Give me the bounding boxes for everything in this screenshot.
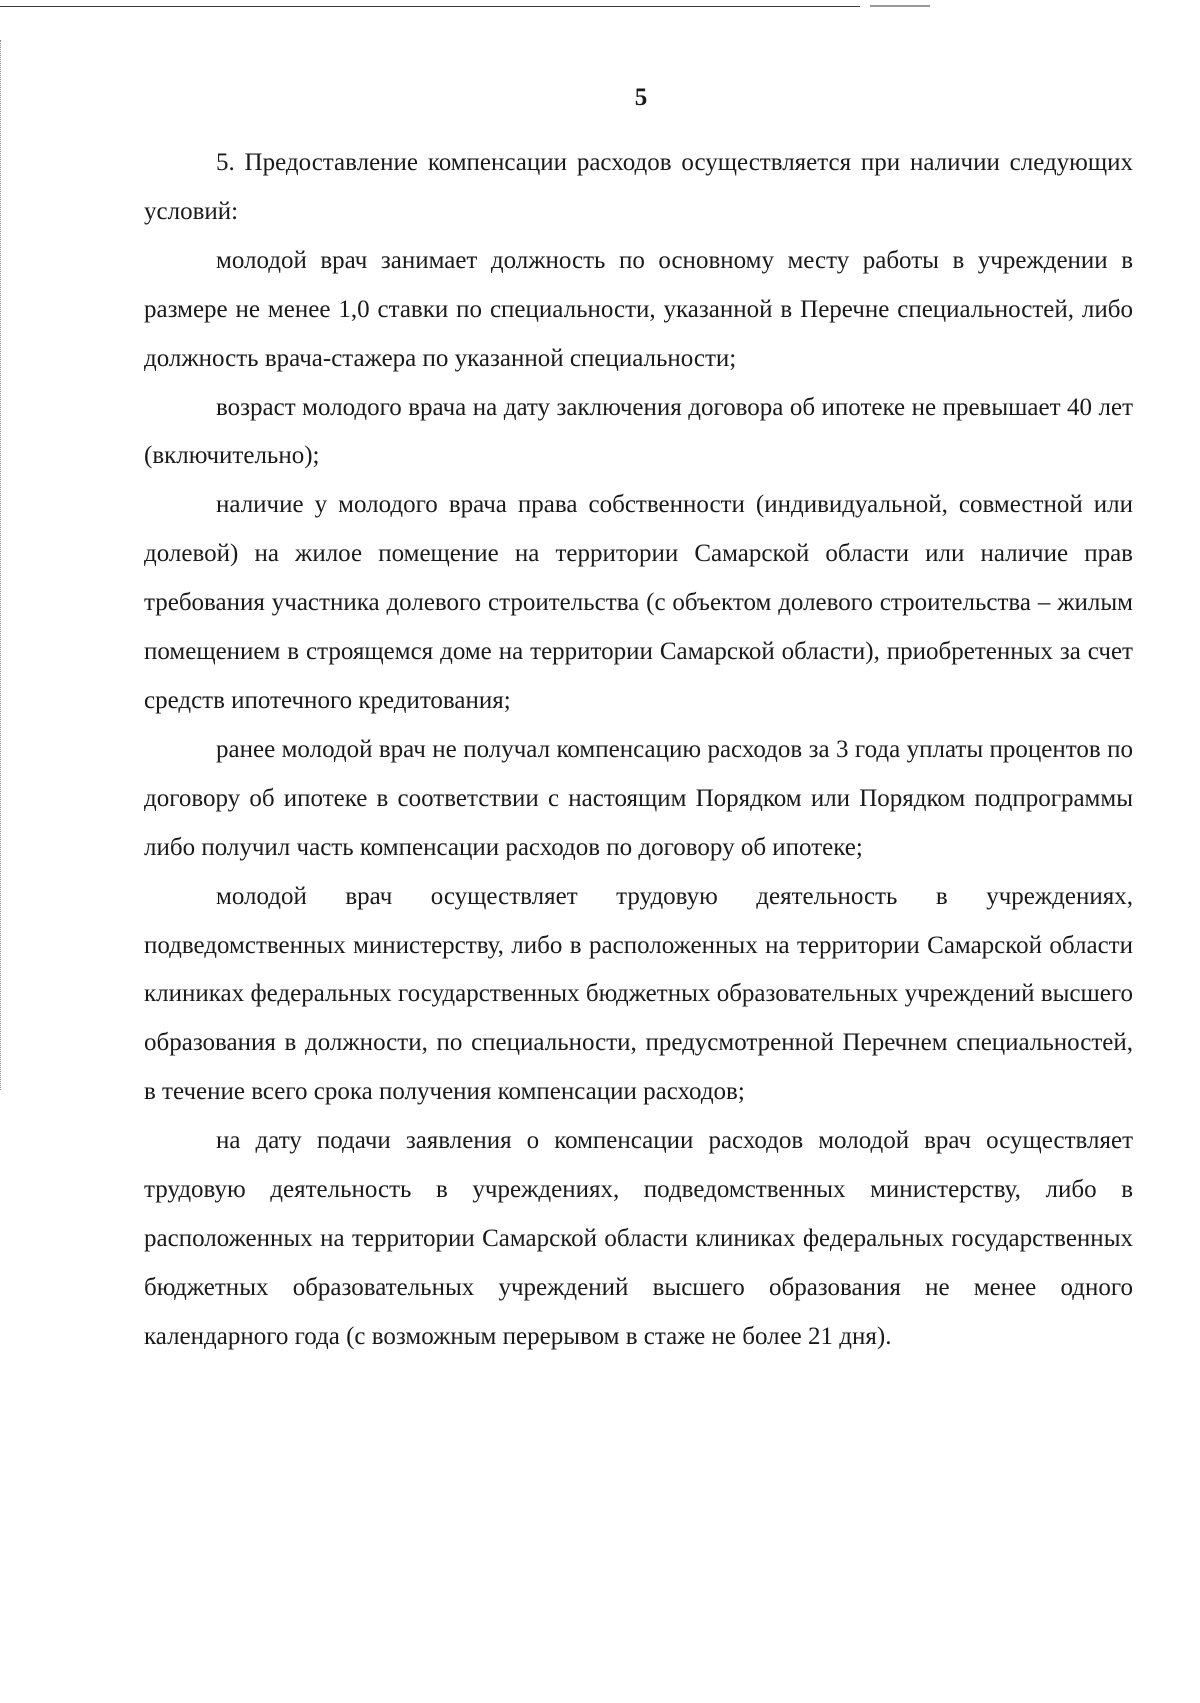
paragraph-conditions-intro: 5. Предоставление компенсации расходов осуществляется при наличии следующих условий: bbox=[144, 149, 1133, 225]
scan-top-edge-mark bbox=[870, 5, 930, 7]
paragraph-seniority-condition: на дату подачи заявления о компенсации расходов молодой врач осуществляет трудовую деятельность в учреждениях, подведомственных министерству, либо в расположенных на территории Самарской области клиниках федеральных государственных бюджетных образовательных учреждений высшего образования не менее одного календарного года (с возможным перерывом в стаже не более 21 дня). bbox=[144, 1127, 1133, 1350]
paragraph-employment-condition: молодой врач осуществляет трудовую деятельность в учреждениях, подведомственных министерству, либо в расположенных на территории Самарской области клиниках федеральных государственных бюджетных образовательных учреждений высшего образования в должности, по специальности, предусмотренной Перечнем специальностей, в течение всего срока получения компенсации расходов; bbox=[144, 882, 1133, 1106]
document-body bbox=[144, 139, 1133, 1362]
paragraph-position-condition: молодой врач занимает должность по основному месту работы в учреждении в размере не менее 1,0 ставки по специальности, указанной в Перечне специальностей, либо должность врача-стажера по указанной специальности; bbox=[144, 246, 1133, 372]
paragraph-prior-compensation-condition: ранее молодой врач не получал компенсацию расходов за 3 года уплаты процентов по договору об ипотеке в соответствии с настоящим Порядком или Порядком подпрограммы либо получил часть компенсации расходов по договору об ипотеке; bbox=[144, 735, 1133, 861]
scan-left-edge bbox=[0, 40, 3, 1090]
page-number: 5 bbox=[634, 84, 648, 111]
scan-top-edge-line bbox=[0, 6, 860, 7]
paragraph-age-condition: возраст молодого врача на дату заключения договора об ипотеке не превышает 40 лет (включительно); bbox=[144, 393, 1133, 470]
paragraph-ownership-condition: наличие у молодого врача права собственности (индивидуальной, совместной или долевой) на жилое помещение на территории Самарской области или наличие прав требования участника долевого строительства (с объектом долевого строительства – жилым помещением в строящемся доме на территории Самарской области), приобретенных за счет средств ипотечного кредитования; bbox=[144, 491, 1133, 714]
